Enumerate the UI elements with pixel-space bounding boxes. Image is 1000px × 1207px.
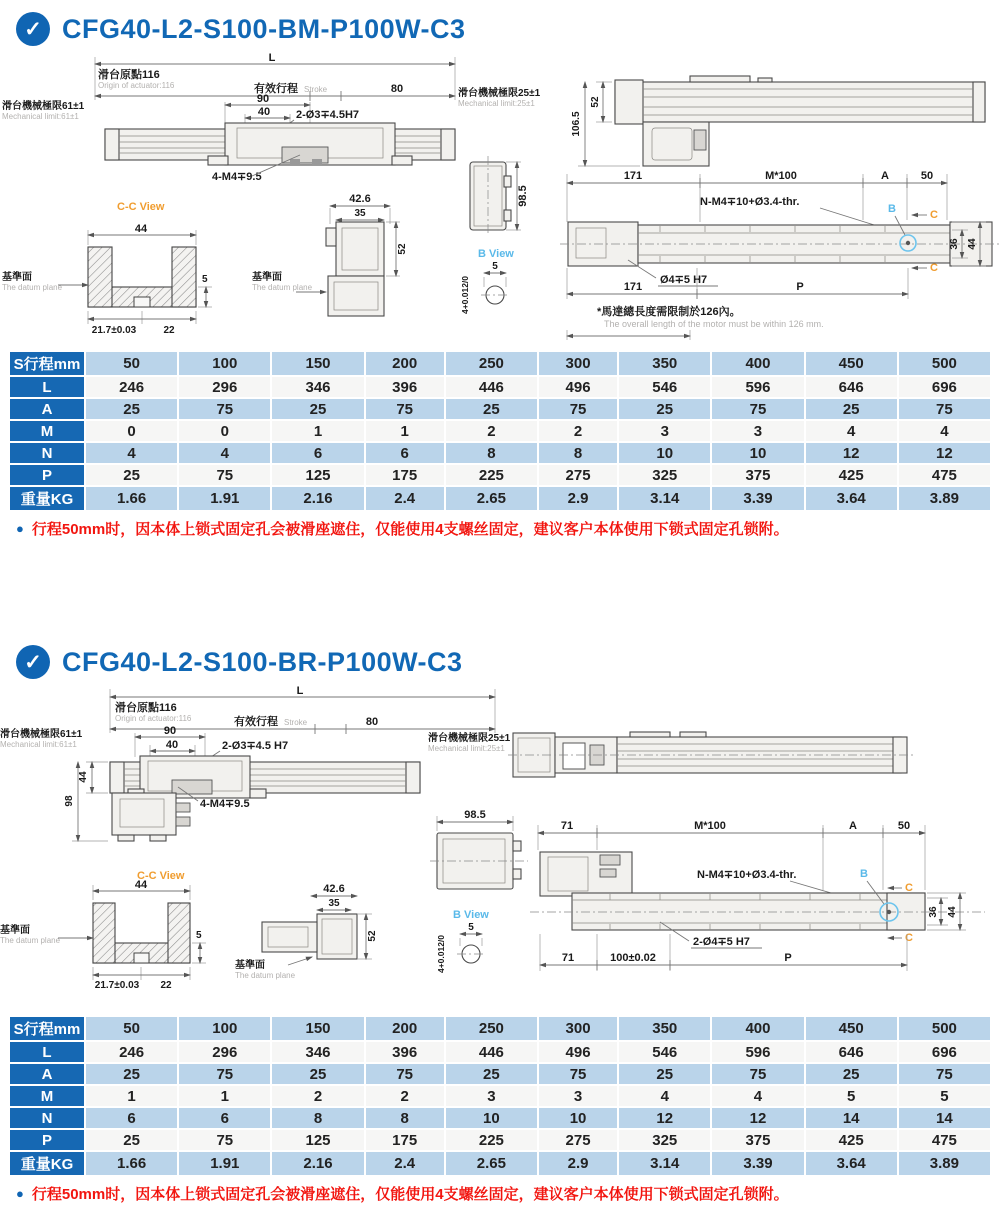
dimension-table (8, 350, 992, 512)
table-cell: 8 (446, 443, 537, 463)
table-cell: 175 (366, 1130, 444, 1150)
limit-right-label: 滑台機械極限25±1 (428, 733, 511, 744)
dim-80: 80 (365, 716, 379, 728)
table-row (10, 1130, 990, 1150)
table-cell: 6 (272, 443, 363, 463)
table-cell: 546 (619, 377, 710, 397)
table-cell: 246 (86, 1042, 177, 1062)
dim-22: 22 (163, 325, 175, 336)
row-header: L (10, 377, 84, 397)
motor-side-view (430, 809, 528, 889)
dim-106-5: 106.5 (571, 111, 582, 137)
table-cell: 2.9 (539, 1152, 617, 1175)
b-dim-5: 5 (492, 261, 498, 272)
note-bullet-icon: ● (16, 521, 24, 536)
row-header: 重量KG (10, 487, 84, 510)
table-cell: 3.64 (806, 487, 897, 510)
datum-label-2: 基準面 (235, 960, 265, 971)
note-bullet-icon: ● (16, 1186, 24, 1201)
b-view-label: B View (453, 909, 489, 921)
table-cell: 475 (899, 1130, 990, 1150)
table-cell: 4 (712, 1086, 803, 1106)
table-cell: 75 (899, 399, 990, 419)
table-cell: 300 (539, 1017, 617, 1040)
dim-90: 90 (163, 725, 177, 737)
table-cell: 4 (899, 421, 990, 441)
dim-44: 44 (134, 879, 148, 891)
hole-spec-top: 2-Ø3∓4.5H7 (296, 109, 360, 121)
datum-label-2-en: The datum plane (235, 971, 296, 980)
table-cell: 396 (366, 1042, 444, 1062)
c-marker-top: C (905, 882, 913, 894)
top-view (560, 170, 1000, 340)
table-cell: 1 (86, 1086, 177, 1106)
side-view (2, 52, 541, 183)
table-cell: 25 (619, 399, 710, 419)
row-header: S行程mm (10, 1017, 84, 1040)
table-cell: 75 (899, 1064, 990, 1084)
table-cell: 446 (446, 1042, 537, 1062)
table-cell: 450 (806, 352, 897, 375)
dim-171-top: 171 (623, 170, 643, 182)
table-cell: 1.91 (179, 1152, 270, 1175)
cc-view-label: C-C View (117, 201, 165, 213)
dim-44-right: 44 (947, 906, 958, 918)
origin-label: 滑台原點116 (98, 69, 160, 81)
motor-note-en: The overall length of the motor must be within 126 mm. (604, 319, 824, 329)
warning-note (16, 1183, 1000, 1204)
dim-98-5: 98.5 (464, 809, 486, 821)
warning-note (16, 518, 1000, 539)
dim-52: 52 (397, 243, 408, 255)
slider-cross-view (252, 193, 408, 316)
table-cell: 250 (446, 352, 537, 375)
table-cell: 0 (86, 421, 177, 441)
table-cell: 10 (712, 443, 803, 463)
model-title: CFG40-L2-S100-BM-P100W-C3 (62, 13, 466, 44)
table-cell: 2 (539, 421, 617, 441)
table-cell: 25 (86, 1130, 177, 1150)
dim-22: 22 (160, 980, 172, 991)
table-cell: 296 (179, 377, 270, 397)
table-cell: 446 (446, 377, 537, 397)
check-icon: ✓ (16, 12, 50, 46)
hole-spec-p: Ø4∓5 H7 (660, 274, 708, 286)
row-header: S行程mm (10, 352, 84, 375)
hole-spec-bottom: 4-M4∓9.5 (212, 171, 262, 183)
datum-label: 基準面 (2, 272, 32, 283)
table-cell: 3.39 (712, 1152, 803, 1175)
table-cell: 3 (446, 1086, 537, 1106)
stroke-label: 有效行程 (254, 83, 298, 95)
table-cell: 0 (179, 421, 270, 441)
table-cell: 646 (806, 377, 897, 397)
table-cell: 6 (366, 443, 444, 463)
section2-header (16, 645, 1000, 679)
table-cell: 2 (366, 1086, 444, 1106)
table-cell: 25 (272, 1064, 363, 1084)
dim-40: 40 (257, 106, 271, 118)
table-cell: 325 (619, 465, 710, 485)
datum-label: 基準面 (0, 925, 30, 936)
dim-21-7: 21.7±0.03 (91, 325, 137, 336)
table-cell: 5 (806, 1086, 897, 1106)
table-cell: 425 (806, 1130, 897, 1150)
table-cell: 546 (619, 1042, 710, 1062)
table-row (10, 1017, 990, 1040)
dim-98: 98 (64, 795, 75, 807)
table-row (10, 399, 990, 419)
hole-spec-bottom: 4-M4∓9.5 (200, 798, 250, 810)
check-icon: ✓ (16, 645, 50, 679)
table-cell: 3 (539, 1086, 617, 1106)
table-cell: 75 (539, 1064, 617, 1084)
dim-100: 100±0.02 (610, 952, 656, 964)
table-cell: 8 (539, 443, 617, 463)
table-cell: 200 (366, 352, 444, 375)
table-cell: 2.9 (539, 487, 617, 510)
table-cell: 2 (446, 421, 537, 441)
table-cell: 3.14 (619, 487, 710, 510)
table-cell: 4 (806, 421, 897, 441)
table-cell: 12 (899, 443, 990, 463)
table-row (10, 1152, 990, 1175)
dim-L: L (268, 52, 276, 64)
table-row (10, 1108, 990, 1128)
dimension-table (8, 1015, 992, 1177)
table-row (10, 421, 990, 441)
table-cell: 3.89 (899, 487, 990, 510)
datum-label-en: The datum plane (0, 936, 61, 945)
origin-label-en: Origin of actuator:116 (115, 714, 192, 723)
table-cell: 25 (86, 399, 177, 419)
dim-A: A (881, 170, 889, 182)
cc-section-view (0, 870, 206, 991)
dim-m100: M*100 (765, 170, 797, 182)
dim-L: L (296, 685, 304, 697)
table-row (10, 1042, 990, 1062)
limit-right-label-en: Mechanical limit:25±1 (458, 99, 535, 108)
table-cell: 12 (806, 443, 897, 463)
dim-71-top: 71 (560, 820, 574, 832)
b-marker: B (888, 203, 896, 215)
limit-left-label-en: Mechanical limit:61±1 (0, 740, 77, 749)
table-cell: 75 (712, 1064, 803, 1084)
hole-spec-top: 2-Ø3∓4.5 H7 (222, 740, 289, 752)
dim-21-7: 21.7±0.03 (94, 980, 140, 991)
dim-36: 36 (949, 238, 960, 250)
table-row (10, 1086, 990, 1106)
table-cell: 25 (806, 399, 897, 419)
table-cell: 150 (272, 1017, 363, 1040)
dim-A: A (849, 820, 857, 832)
table-cell: 175 (366, 465, 444, 485)
table-cell: 346 (272, 1042, 363, 1062)
table-cell: 3 (712, 421, 803, 441)
table-cell: 4 (619, 1086, 710, 1106)
warning-note-text: 行程50mm时，因本体上锁式固定孔会被滑座遮住，仅能使用4支螺丝固定，建议客户本体使用下锁式固定孔锁附。 (31, 521, 789, 538)
table-cell: 350 (619, 352, 710, 375)
table-cell: 275 (539, 1130, 617, 1150)
table-cell: 275 (539, 465, 617, 485)
table-cell: 3.64 (806, 1152, 897, 1175)
dim-P: P (784, 952, 792, 964)
table-cell: 475 (899, 465, 990, 485)
table-cell: 450 (806, 1017, 897, 1040)
b-view (436, 909, 489, 973)
table-cell: 500 (899, 1017, 990, 1040)
table-row (10, 443, 990, 463)
table-cell: 296 (179, 1042, 270, 1062)
table-cell: 496 (539, 1042, 617, 1062)
table-cell: 400 (712, 352, 803, 375)
table-cell: 25 (619, 1064, 710, 1084)
section1-technical-drawing (0, 52, 1000, 342)
dim-171-bottom: 171 (623, 281, 643, 293)
limit-left-label: 滑台機械極限61±1 (2, 101, 85, 112)
table-cell: 6 (86, 1108, 177, 1128)
table-cell: 596 (712, 1042, 803, 1062)
dim-5: 5 (196, 930, 202, 941)
b-view-label: B View (478, 248, 514, 260)
table-cell: 350 (619, 1017, 710, 1040)
row-header: N (10, 1108, 84, 1128)
table-cell: 1 (179, 1086, 270, 1106)
dim-m100: M*100 (694, 820, 726, 832)
table-cell: 5 (899, 1086, 990, 1106)
table-cell: 2.4 (366, 1152, 444, 1175)
table-cell: 1 (272, 421, 363, 441)
stroke-label-en: Stroke (304, 85, 328, 94)
hole-spec-p: 2-Ø4∓5 H7 (693, 936, 750, 948)
table-cell: 696 (899, 1042, 990, 1062)
profile-view (508, 732, 915, 777)
table-cell: 75 (179, 1130, 270, 1150)
dim-50: 50 (920, 170, 934, 182)
table-cell: 2.65 (446, 1152, 537, 1175)
cc-view-label: C-C View (137, 870, 185, 882)
table-cell: 496 (539, 377, 617, 397)
table-row (10, 465, 990, 485)
section2-technical-drawing (0, 685, 1000, 1005)
stroke-label-en: Stroke (284, 718, 308, 727)
table-cell: 10 (619, 443, 710, 463)
table-cell: 1.66 (86, 1152, 177, 1175)
table-cell: 250 (446, 1017, 537, 1040)
row-header: P (10, 1130, 84, 1150)
dim-5: 5 (202, 274, 208, 285)
row-header: P (10, 465, 84, 485)
stroke-label: 有效行程 (234, 716, 278, 728)
dim-35: 35 (354, 208, 366, 219)
model-title: CFG40-L2-S100-BR-P100W-C3 (62, 646, 463, 677)
row-header: M (10, 1086, 84, 1106)
table-cell: 325 (619, 1130, 710, 1150)
table-cell: 246 (86, 377, 177, 397)
dim-42-6: 42.6 (349, 193, 371, 205)
table-cell: 2.16 (272, 487, 363, 510)
b-view (460, 248, 514, 314)
b-marker: B (860, 868, 868, 880)
table-cell: 125 (272, 1130, 363, 1150)
table-cell: 75 (179, 399, 270, 419)
table-cell: 4 (86, 443, 177, 463)
table-cell: 375 (712, 465, 803, 485)
dim-98-5: 98.5 (517, 185, 529, 207)
motor-note: *馬達總長度需限制於126內。 (597, 306, 741, 318)
dim-52: 52 (367, 930, 378, 942)
dim-71-bottom: 71 (561, 952, 575, 964)
cc-section-view (2, 201, 212, 336)
row-header: L (10, 1042, 84, 1062)
slider-cross-view (235, 883, 378, 980)
dim-50: 50 (897, 820, 911, 832)
dim-52-right: 52 (590, 96, 601, 108)
table-cell: 10 (446, 1108, 537, 1128)
table-cell: 14 (899, 1108, 990, 1128)
datum-label-2: 基準面 (252, 272, 282, 283)
thread-spec: N-M4∓10+Ø3.4-thr. (700, 196, 800, 208)
table-cell: 100 (179, 352, 270, 375)
table-cell: 3.14 (619, 1152, 710, 1175)
table-row (10, 352, 990, 375)
b-tolerance: 4+0.012/0 (436, 934, 446, 974)
section1-header (16, 12, 1000, 46)
limit-right-label: 滑台機械極限25±1 (458, 88, 541, 99)
dim-35: 35 (328, 898, 340, 909)
b-dim-5: 5 (468, 922, 474, 933)
table-cell: 3.89 (899, 1152, 990, 1175)
table-cell: 425 (806, 465, 897, 485)
row-header: A (10, 1064, 84, 1084)
table-cell: 25 (446, 1064, 537, 1084)
table-cell: 25 (446, 399, 537, 419)
table-cell: 2.65 (446, 487, 537, 510)
thread-spec: N-M4∓10+Ø3.4-thr. (697, 869, 797, 881)
table-cell: 300 (539, 352, 617, 375)
table-cell: 8 (272, 1108, 363, 1128)
table-row (10, 1064, 990, 1084)
dim-42-6: 42.6 (323, 883, 345, 895)
table-cell: 75 (539, 399, 617, 419)
table-cell: 596 (712, 377, 803, 397)
dim-36: 36 (928, 906, 939, 918)
dim-44-right: 44 (967, 238, 978, 250)
limit-left-label: 滑台機械極限61±1 (0, 729, 83, 740)
table-cell: 25 (272, 399, 363, 419)
table-cell: 3.39 (712, 487, 803, 510)
table-cell: 4 (179, 443, 270, 463)
table-cell: 1.91 (179, 487, 270, 510)
table-cell: 50 (86, 1017, 177, 1040)
table-cell: 646 (806, 1042, 897, 1062)
top-view (530, 820, 985, 971)
table-cell: 12 (712, 1108, 803, 1128)
table-cell: 225 (446, 1130, 537, 1150)
table-cell: 3 (619, 421, 710, 441)
table-cell: 10 (539, 1108, 617, 1128)
table-cell: 75 (366, 399, 444, 419)
table-cell: 12 (619, 1108, 710, 1128)
dim-80: 80 (390, 83, 404, 95)
origin-label: 滑台原點116 (115, 702, 177, 714)
c-marker-bottom: C (930, 262, 938, 274)
b-tolerance: 4+0.012/0 (460, 275, 470, 315)
table-cell: 25 (86, 1064, 177, 1084)
table-cell: 75 (712, 399, 803, 419)
row-header: M (10, 421, 84, 441)
table-cell: 500 (899, 352, 990, 375)
table-cell: 14 (806, 1108, 897, 1128)
table-cell: 2 (272, 1086, 363, 1106)
dim-40: 40 (165, 739, 179, 751)
c-marker-top: C (930, 209, 938, 221)
datum-label-2-en: The datum plane (252, 283, 313, 292)
table-cell: 225 (446, 465, 537, 485)
table-cell: 25 (86, 465, 177, 485)
table-cell: 25 (806, 1064, 897, 1084)
motor-end-view (470, 156, 529, 236)
table-cell: 200 (366, 1017, 444, 1040)
table-cell: 1 (366, 421, 444, 441)
dim-44-left: 44 (78, 771, 89, 783)
limit-right-label-en: Mechanical limit:25±1 (428, 744, 505, 753)
row-header: A (10, 399, 84, 419)
table-cell: 2.4 (366, 487, 444, 510)
dim-44: 44 (134, 223, 148, 235)
table-cell: 375 (712, 1130, 803, 1150)
limit-left-label-en: Mechanical limit:61±1 (2, 112, 79, 121)
table-cell: 346 (272, 377, 363, 397)
table-cell: 396 (366, 377, 444, 397)
warning-note-text: 行程50mm时，因本体上锁式固定孔会被滑座遮住，仅能使用4支螺丝固定，建议客户本体使用下锁式固定孔锁附。 (31, 1186, 789, 1203)
table-cell: 696 (899, 377, 990, 397)
table-cell: 125 (272, 465, 363, 485)
table-cell: 50 (86, 352, 177, 375)
table-row (10, 377, 990, 397)
table-cell: 75 (179, 465, 270, 485)
table-cell: 400 (712, 1017, 803, 1040)
row-header: 重量KG (10, 1152, 84, 1175)
table-cell: 6 (179, 1108, 270, 1128)
c-marker-bottom: C (905, 932, 913, 944)
table-cell: 8 (366, 1108, 444, 1128)
table-cell: 2.16 (272, 1152, 363, 1175)
table-cell: 75 (366, 1064, 444, 1084)
dim-P: P (796, 281, 804, 293)
datum-label-en: The datum plane (2, 283, 63, 292)
table-cell: 1.66 (86, 487, 177, 510)
origin-label-en: Origin of actuator:116 (98, 81, 175, 90)
table-row (10, 487, 990, 510)
table-cell: 100 (179, 1017, 270, 1040)
profile-view (571, 76, 985, 166)
row-header: N (10, 443, 84, 463)
side-view (0, 685, 511, 841)
table-cell: 150 (272, 352, 363, 375)
table-cell: 75 (179, 1064, 270, 1084)
dim-90: 90 (256, 93, 270, 105)
